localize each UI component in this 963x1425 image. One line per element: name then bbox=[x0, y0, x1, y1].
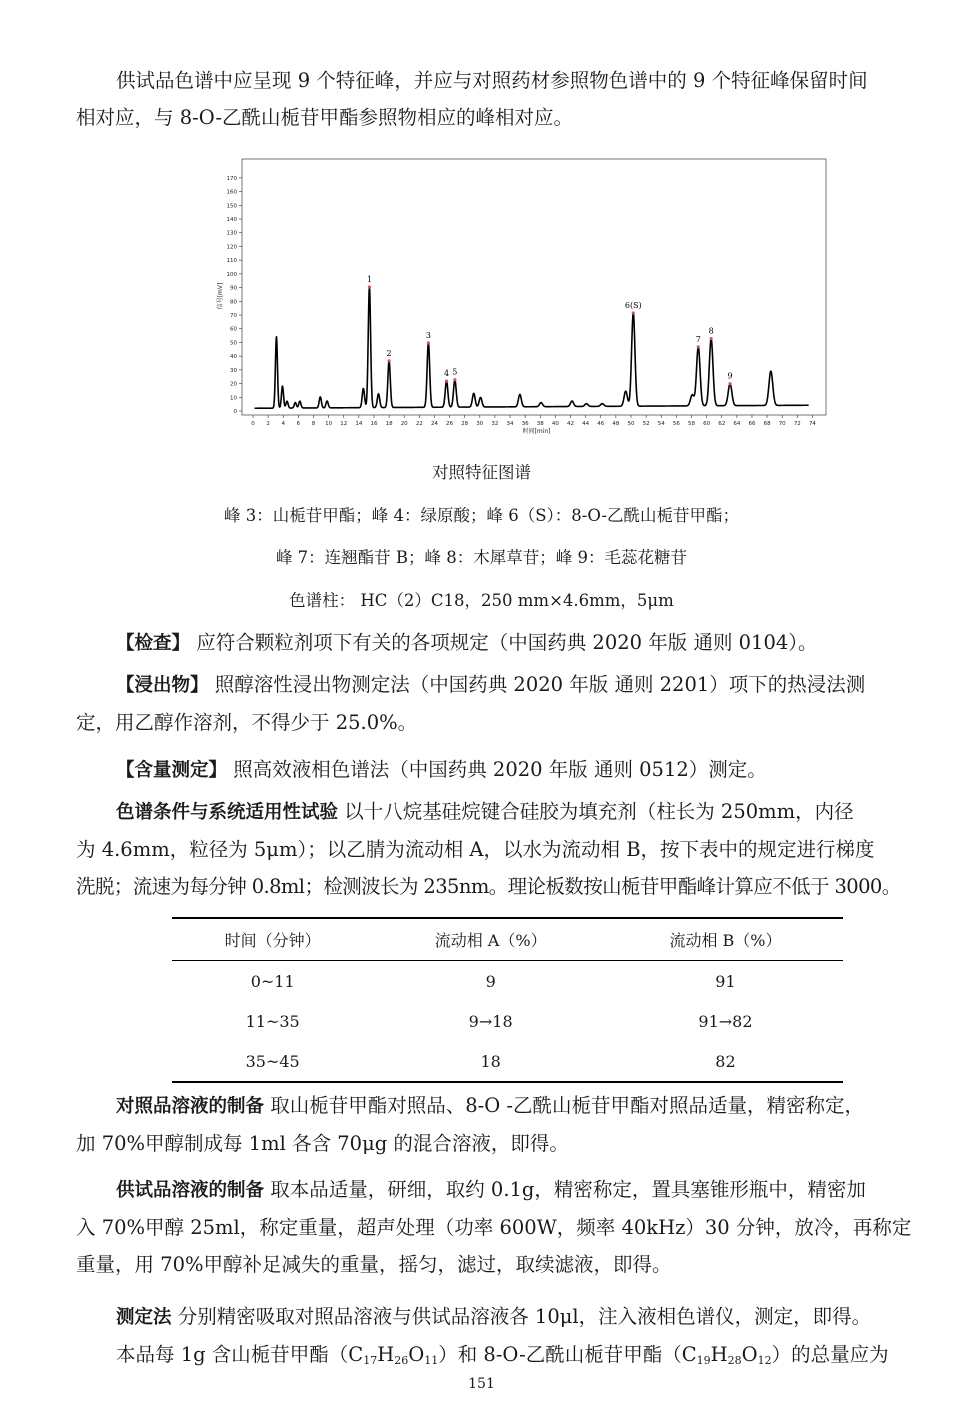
chromatogram-svg bbox=[216, 157, 838, 444]
y-tick-label: 20 bbox=[230, 381, 237, 388]
peak-marker bbox=[387, 359, 390, 362]
method-text: 分别精密吸取对照品溶液与供试品溶液各 10μl，注入液相色谱仪，测定，即得。 bbox=[177, 1305, 872, 1328]
check-section bbox=[76, 624, 942, 662]
figure-caption: 对照特征图谱 bbox=[432, 463, 531, 482]
x-tick-label: 28 bbox=[461, 421, 469, 427]
peak-label: 2 bbox=[386, 348, 392, 358]
extract-text-2: 定，用乙醇作溶剂，不得少于 25.0%。 bbox=[76, 711, 418, 734]
peak-marker bbox=[632, 311, 635, 314]
peak-label: 8 bbox=[708, 326, 714, 336]
x-tick-label: 24 bbox=[430, 421, 438, 427]
reference-prep-text-2: 加 70%甲醇制成每 1ml 各含 70μg 的混合溶液，即得。 bbox=[76, 1132, 569, 1155]
extract-section bbox=[76, 666, 942, 741]
x-tick-label: 16 bbox=[370, 421, 378, 427]
peak-marker bbox=[368, 285, 371, 288]
test-prep-text-1: 取本品适量，研细，取约 0.1g，精密称定，置具塞锥形瓶中，精密加 bbox=[270, 1178, 866, 1201]
table-row bbox=[172, 1001, 843, 1041]
plot-frame bbox=[242, 159, 826, 415]
x-tick-label: 44 bbox=[582, 421, 590, 427]
intro-paragraph bbox=[76, 62, 942, 136]
cell-phase-b: 91→82 bbox=[698, 1011, 753, 1031]
y-tick-label: 100 bbox=[226, 271, 237, 278]
x-tick-label: 54 bbox=[657, 421, 665, 427]
y-tick-label: 60 bbox=[230, 326, 237, 333]
conditions-text-1: 以十八烷基硅烷键合硅胶为填充剂（柱长为 250mm，内径 bbox=[344, 800, 854, 823]
y-tick-label: 90 bbox=[230, 285, 237, 292]
x-tick-label: 74 bbox=[808, 421, 816, 427]
peak-label: 1 bbox=[366, 274, 372, 284]
figure-legend-line-2: 峰 7：连翘酯苷 B；峰 8：木犀草苷；峰 9：毛蕊花糖苷 bbox=[275, 548, 688, 567]
conditions-title: 色谱条件与系统适用性试验 bbox=[116, 802, 339, 823]
x-tick-label: 62 bbox=[718, 421, 726, 427]
x-tick-label: 4 bbox=[281, 421, 285, 427]
x-tick-label: 14 bbox=[355, 421, 363, 427]
test-prep-text-3: 重量，用 70%甲醇补足减失的重量，摇匀，滤过，取续滤液，即得。 bbox=[76, 1253, 672, 1276]
x-tick-label: 52 bbox=[642, 421, 650, 427]
x-tick-label: 70 bbox=[778, 421, 786, 427]
x-tick-label: 10 bbox=[325, 421, 333, 427]
test-prep-text-2: 入 70%甲醇 25ml，称定重量，超声处理（功率 600W，频率 40kHz）30 分钟，放冷，再称定 bbox=[76, 1216, 912, 1239]
method-section bbox=[76, 1298, 942, 1373]
chromatogram-figure bbox=[216, 157, 838, 444]
table-header-row bbox=[172, 918, 843, 961]
test-prep-title: 供试品溶液的制备 bbox=[116, 1180, 265, 1201]
x-tick-label: 60 bbox=[703, 421, 711, 427]
peak-label: 7 bbox=[695, 334, 701, 344]
assay-title: 【含量测定】 bbox=[116, 760, 228, 781]
check-title: 【检查】 bbox=[116, 633, 191, 654]
x-tick-label: 26 bbox=[446, 421, 454, 427]
peak-marker bbox=[427, 341, 430, 344]
x-tick-label: 20 bbox=[400, 421, 408, 427]
cell-time: 35~45 bbox=[245, 1051, 300, 1071]
x-tick-label: 2 bbox=[266, 421, 270, 427]
peak-marker bbox=[453, 378, 456, 381]
conditions-text-2: 为 4.6mm，粒径为 5μm）；以乙腈为流动相 A，以水为流动相 B，按下表中的规定进行梯度 bbox=[76, 838, 875, 861]
x-tick-label: 68 bbox=[763, 421, 771, 427]
x-tick-label: 34 bbox=[506, 421, 514, 427]
conditions-text-3: 洗脱；流速为每分钟 0.8ml；检测波长为 235nm。理论板数按山栀苷甲酯峰计算应不低于 3000。 bbox=[76, 875, 901, 898]
signal-trace bbox=[255, 287, 809, 408]
peak-marker bbox=[710, 337, 713, 340]
gradient-table bbox=[172, 917, 843, 1083]
y-tick-label: 0 bbox=[233, 409, 237, 415]
x-tick-label: 22 bbox=[415, 421, 423, 427]
intro-line-2: 相对应，与 8-O-乙酰山栀苷甲酯参照物相应的峰相对应。 bbox=[76, 106, 573, 129]
peak-marker bbox=[728, 382, 731, 385]
x-tick-label: 38 bbox=[536, 421, 544, 427]
y-tick-label: 170 bbox=[226, 175, 237, 182]
cell-phase-b: 82 bbox=[715, 1051, 736, 1071]
cell-phase-b: 91 bbox=[715, 971, 736, 991]
x-tick-label: 46 bbox=[597, 421, 605, 427]
cell-phase-a: 9 bbox=[485, 971, 496, 991]
intro-line-1: 供试品色谱中应呈现 9 个特征峰，并应与对照药材参照物色谱中的 9 个特征峰保留时间 bbox=[116, 69, 868, 92]
x-tick-label: 42 bbox=[567, 421, 575, 427]
y-tick-label: 30 bbox=[230, 367, 237, 374]
x-tick-label: 48 bbox=[612, 421, 620, 427]
extract-text-1: 照醇溶性浸出物测定法（中国药典 2020 年版 通则 2201）项下的热浸法测 bbox=[214, 673, 866, 696]
y-tick-label: 40 bbox=[230, 354, 237, 361]
peak-label: 3 bbox=[425, 330, 431, 340]
x-tick-label: 64 bbox=[733, 421, 741, 427]
x-tick-label: 40 bbox=[551, 421, 559, 427]
page-number: 151 bbox=[468, 1376, 495, 1392]
cell-time: 11~35 bbox=[245, 1011, 300, 1031]
x-tick-label: 12 bbox=[340, 421, 348, 427]
header-phase-b: 流动相 B（%） bbox=[669, 931, 782, 950]
peak-marker bbox=[445, 380, 448, 383]
x-tick-label: 18 bbox=[385, 421, 393, 427]
figure-legend-line-1: 峰 3：山栀苷甲酯；峰 4：绿原酸；峰 6（S）：8-O-乙酰山栀苷甲酯； bbox=[223, 506, 740, 525]
peak-label: 6(S) bbox=[624, 300, 642, 310]
reference-prep-text-1: 取山栀苷甲酯对照品、8-O -乙酰山栀苷甲酯对照品适量，精密称定， bbox=[270, 1094, 864, 1117]
extract-title: 【浸出物】 bbox=[116, 675, 209, 696]
test-prep-section bbox=[76, 1171, 942, 1283]
x-tick-label: 6 bbox=[296, 421, 301, 427]
content-requirement: 本品每 1g 含山栀苷甲酯$(C_{17}H_{26}O_{11})$和 8-O-乙酰山栀苷甲酯$(C_{19}H_{28}O_{12})$的总量应为 bbox=[116, 1343, 889, 1367]
y-axis-label: 信号[mV] bbox=[217, 282, 224, 310]
assay-text: 照高效液相色谱法（中国药典 2020 年版 通则 0512）测定。 bbox=[233, 758, 767, 781]
x-tick-label: 36 bbox=[521, 421, 529, 427]
cell-phase-a: 9→18 bbox=[468, 1011, 513, 1031]
cell-time: 0~11 bbox=[250, 971, 295, 991]
method-title: 测定法 bbox=[116, 1307, 172, 1328]
y-tick-label: 110 bbox=[226, 258, 237, 265]
header-phase-a: 流动相 A（%） bbox=[434, 931, 547, 950]
x-tick-label: 0 bbox=[251, 421, 255, 427]
reference-prep-title: 对照品溶液的制备 bbox=[116, 1096, 265, 1117]
table-row bbox=[172, 1041, 843, 1082]
y-tick-label: 120 bbox=[226, 244, 237, 251]
y-tick-label: 140 bbox=[226, 217, 237, 223]
peak-label: 5 bbox=[452, 367, 458, 377]
x-tick-label: 66 bbox=[748, 421, 756, 427]
x-tick-label: 56 bbox=[672, 421, 680, 427]
table-row bbox=[172, 961, 843, 1002]
peak-label: 9 bbox=[727, 371, 733, 381]
y-tick-label: 150 bbox=[226, 203, 237, 210]
reference-prep-section bbox=[76, 1087, 942, 1162]
conditions-section bbox=[76, 793, 942, 905]
x-axis-label: 时间[min] bbox=[522, 428, 551, 435]
column-info: 色谱柱： HC（2）C18，250 mm×4.6mm，5μm bbox=[289, 591, 674, 610]
x-tick-label: 8 bbox=[311, 421, 316, 427]
x-tick-label: 30 bbox=[476, 421, 484, 427]
y-tick-label: 160 bbox=[226, 189, 237, 196]
check-text: 应符合颗粒剂项下有关的各项规定（中国药典 2020 年版 通则 0104）。 bbox=[196, 631, 818, 654]
x-tick-label: 58 bbox=[687, 421, 695, 427]
header-time: 时间（分钟） bbox=[224, 931, 321, 950]
peak-label: 4 bbox=[443, 369, 450, 379]
x-tick-label: 32 bbox=[491, 421, 499, 427]
assay-section bbox=[76, 751, 942, 789]
x-tick-label: 50 bbox=[627, 421, 635, 427]
y-tick-label: 130 bbox=[226, 230, 237, 237]
y-tick-label: 80 bbox=[230, 299, 237, 306]
peak-marker bbox=[697, 345, 700, 348]
y-tick-label: 10 bbox=[230, 395, 237, 402]
y-tick-label: 70 bbox=[230, 313, 237, 319]
cell-phase-a: 18 bbox=[480, 1051, 501, 1071]
y-tick-label: 50 bbox=[230, 340, 237, 347]
x-tick-label: 72 bbox=[793, 421, 801, 427]
